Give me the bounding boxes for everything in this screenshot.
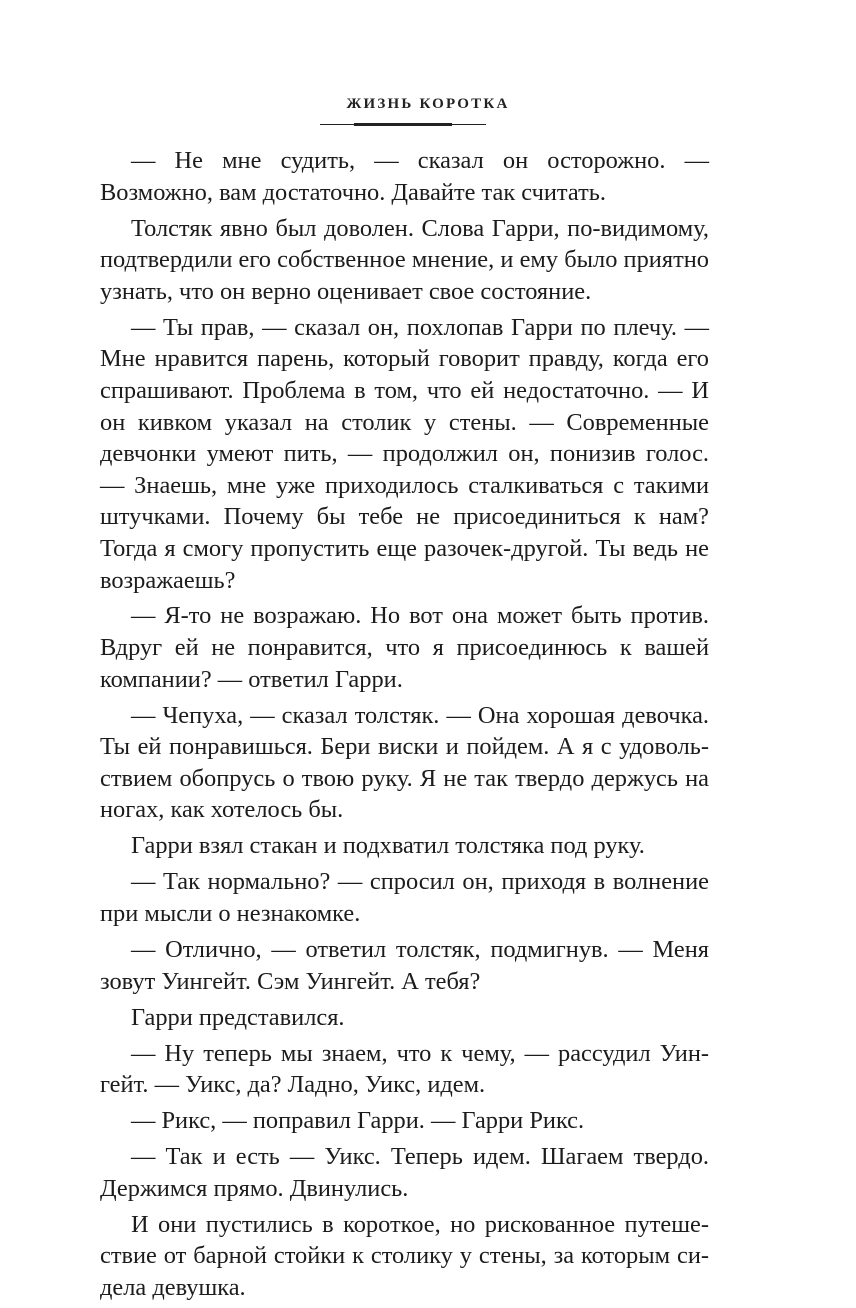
- paragraph: — Так нормально? — спросил он, приходя в волнение при мысли о незнакомке.: [100, 868, 709, 927]
- paragraph: Толстяк явно был доволен. Слова Гарри, по-видимому, подтвердили его собственное мнение, и ему было приятно узнать, что он верно оценивает свое состояние.: [100, 214, 709, 305]
- paragraph: Гарри представился.: [131, 1003, 345, 1031]
- paragraph: — Ты прав, — сказал он, похлопав Гарри по плечу. — Мне нравится парень, который говорит правду, когда его спрашивают. Проблема в том, что ей недостаточно. — И он кивком указал на столик у стены. — Современные девчонки умеют пить, — продолжил он, понизив голос. — Знаешь, мне уже приходилось сталкиваться с такими штучками. Почему бы тебе не присоединиться к нам? Тогда я смогу пропустить еще разочек-другой. Ты ведь не возражаешь?: [100, 313, 709, 594]
- paragraph: — Не мне судить, — сказал он осторожно. — Возможно, вам достаточно. Давайте так считать.: [100, 147, 709, 206]
- paragraph: — Рикс, — поправил Гарри. — Гарри Рикс.: [131, 1107, 585, 1135]
- paragraph: И они пустились в короткое, но рискованное путешествие от барной стойки к столику у стены, за которым сидела девушка.: [100, 1210, 709, 1301]
- paragraph: — Я-то не возражаю. Но вот она может быть против. Вдруг ей не понравится, что я присоединюсь к вашей компании? — ответил Гарри.: [100, 602, 709, 693]
- paragraph: Гарри взял стакан и подхватил толстяка под руку.: [131, 832, 645, 860]
- running-title: ЖИЗНЬ КОРОТКА: [346, 96, 510, 112]
- header-rule-thick: [354, 123, 452, 126]
- paragraph: — Ну теперь мы знаем, что к чему, — рассудил Уингейт. — Уикс, да? Ладно, Уикс, идем.: [100, 1039, 709, 1099]
- paragraph: — Чепуха, — сказал толстяк. — Она хорошая девочка. Ты ей понравишься. Бери виски и пойдем. А я с удовольствием обопрусь о твою руку. Я не так твердо держусь на ногах, как хотелось бы.: [100, 701, 709, 824]
- header-rule: [320, 122, 486, 126]
- body-text: [100, 145, 709, 1308]
- paragraph: — Так и есть — Уикс. Теперь идем. Шагаем твердо. Держимся прямо. Двинулись.: [100, 1143, 709, 1202]
- paragraph: — Отлично, — ответил толстяк, подмигнув. — Меня зовут Уингейт. Сэм Уингейт. А тебя?: [100, 935, 709, 995]
